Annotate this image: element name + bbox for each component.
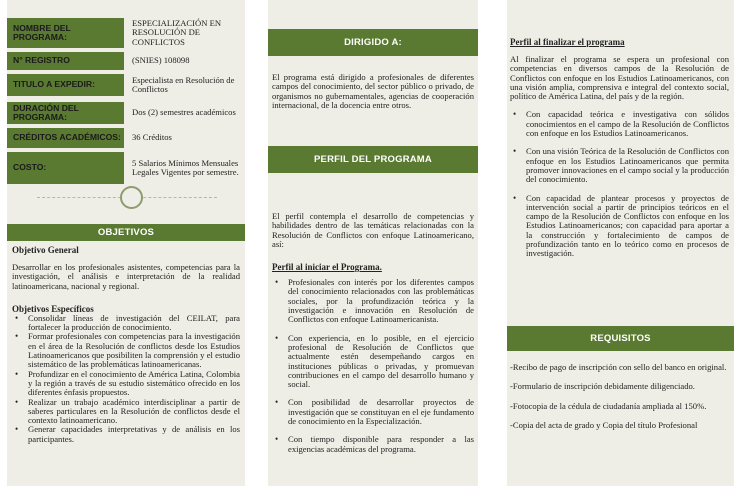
list-item: • Realizar un trabajo académico interdisciplinar a partir de saberes particulares en la Resolución de conflictos desde el contexto latinoamericano. xyxy=(12,398,240,426)
middle-panel xyxy=(268,0,478,486)
perfil-section xyxy=(272,212,474,454)
info-value: (SNIES) 108098 xyxy=(132,55,190,66)
perfil-final-intro: Al finalizar el programa se espera un profesional con competencias en diversos campos de la Resolución de Conflictos con enfoque en los Estudios Latinoamericanos, con una visión amplia, comprensiva e integral del contexto social, político de América Latina, del país y de la región. xyxy=(510,54,729,102)
info-row-duracion xyxy=(7,102,245,124)
info-row-titulo xyxy=(7,74,245,96)
list-item: • Con capacidad de plantear procesos y proyectos de intervención social a partir de principios teóricos en el campo de la Resolución de Conflictos con enfoque en los Estudios Latinoamericanos; con capacidad para aportar a la construcción y fortalecimiento de campos de profundización tanto en lo teórico como en procesos de investigación. xyxy=(510,194,729,259)
perfil-header: PERFIL DEL PROGRAMA xyxy=(268,146,478,173)
program-info-table xyxy=(7,18,245,184)
requisitos-section xyxy=(510,363,729,430)
dirigido-header: DIRIGIDO A: xyxy=(268,29,478,56)
info-key: CRÉDITOS ACADÉMICOS: xyxy=(7,128,124,148)
objetivo-general-text: Desarrollar en los profesionales asistentes, competencias para la investigación, el análisis e interpretación de la realidad latinoamericana, nacional y regional. xyxy=(12,262,240,291)
info-value: Dos (2) semestres académicos xyxy=(132,107,236,118)
objetivo-general-heading: Objetivo General xyxy=(12,245,79,255)
info-key: DURACIÓN DEL PROGRAMA: xyxy=(7,102,124,124)
info-value: ESPECIALIZACIÓN EN RESOLUCIÓN DE CONFLICTOS xyxy=(132,17,222,47)
perfil-final-list xyxy=(510,110,729,258)
list-item: • Profesionales con interés por los diferentes campos del conocimiento relacionados con las problemáticas sociales, por la profundización teórica y la investigación e innovación en Resolución de Conflictos con enfoque Latinoamericanista. xyxy=(272,278,474,324)
requisito-item: -Formulario de inscripción debidamente diligenciado. xyxy=(510,381,695,392)
objetivos-especificos-heading: Objetivos Específicos xyxy=(12,303,94,314)
perfil-inicio-list xyxy=(272,278,474,454)
requisito-item: -Copia del acta de grado y Copia del título Profesional xyxy=(510,419,698,430)
list-item: • Con una visión Teórica de la Resolución de Conflictos con enfoque en los Estudios Latinoamericanos que permita promover innovaciones en el campo social y la producción del conocimiento. xyxy=(510,147,729,184)
objetivos-especificos-list xyxy=(12,314,240,444)
list-item: • Formar profesionales con competencias para la investigación en el área de la Resolución de conflictos desde los Estudios Latinoamericanos que posibiliten la comprensión y el estudio sistemático de las problemáticas latinoamericanas. xyxy=(12,332,240,369)
info-value: Especialista en Resolución de Conflictos xyxy=(132,74,235,94)
requisito-item: -Fotocopia de la cédula de ciudadanía ampliada al 150%. xyxy=(510,400,707,411)
info-value: 36 Créditos xyxy=(132,132,172,143)
info-key: N° REGISTRO xyxy=(7,52,124,70)
objetivos-header: OBJETIVOS xyxy=(7,224,245,241)
info-row-creditos xyxy=(7,128,245,148)
right-panel xyxy=(507,0,734,486)
perfil-final-section xyxy=(510,37,729,259)
objetivos-section xyxy=(12,245,240,444)
requisitos-header: REQUISITOS xyxy=(507,326,734,351)
info-key: NOMBRE DEL PROGRAMA: xyxy=(7,18,124,48)
info-row-costo xyxy=(7,152,245,184)
perfil-inicio-heading: Perfil al iniciar el Programa. xyxy=(272,262,382,273)
info-key: TITULO A EXPEDIR: xyxy=(7,74,124,96)
info-key: COSTO: xyxy=(7,152,124,184)
info-row-registro xyxy=(7,52,245,70)
list-item: • Generar capacidades interpretativas y de análisis en los participantes. xyxy=(12,425,240,444)
info-value: 5 Salarios Mínimos Mensuales Legales Vigentes por semestre. xyxy=(132,157,239,177)
perfil-text: El perfil contempla el desarrollo de competencias y habilidades dentro de las temáticas relacionadas con la Resolución de Conflictos con enfoque Latinoamericano, así: xyxy=(272,211,474,249)
left-panel xyxy=(7,0,245,486)
list-item: • Con capacidad teórica e investigativa con sólidos conocimientos en el campo de la Resolución de Conflictos con enfoque en los Estudios Latinoamericanos. xyxy=(510,110,729,138)
perfil-final-heading: Perfil al finalizar el programa xyxy=(510,37,625,47)
list-item: • Con experiencia, en lo posible, en el ejercicio profesional de Resolución de Conflictos que actualmente estén desempeñando cargos en instituciones públicas o privadas, y promuevan contribuciones en el campo del desarrollo humano y social. xyxy=(272,334,474,390)
list-item: • Con tiempo disponible para responder a las exigencias académicas del programa. xyxy=(272,435,474,454)
list-item: • Con posibilidad de desarrollar proyectos de investigación que se constituyan en el eje fundamento de conocimiento en la Especialización. xyxy=(272,398,474,426)
list-item: • Profundizar en el conocimiento de América Latina, Colombia y la región a través de su estudio sistemático ofrecido en los diferentes énfasis propuestos. xyxy=(12,370,240,398)
info-row-nombre xyxy=(7,18,245,48)
requisito-item: -Recibo de pago de inscripción con sello del banco en original. xyxy=(510,362,727,372)
ring-ornament-icon xyxy=(120,186,143,209)
dirigido-text: El programa está dirigido a profesionales de diferentes campos del conocimiento, del sector público o privado, de organismos no gubernamentales, agencias de cooperación internacional, de la docencia entre otros. xyxy=(272,72,474,110)
list-item: • Consolidar líneas de investigación del CEILAT, para fortalecer la producción de conocimiento. xyxy=(12,314,240,333)
